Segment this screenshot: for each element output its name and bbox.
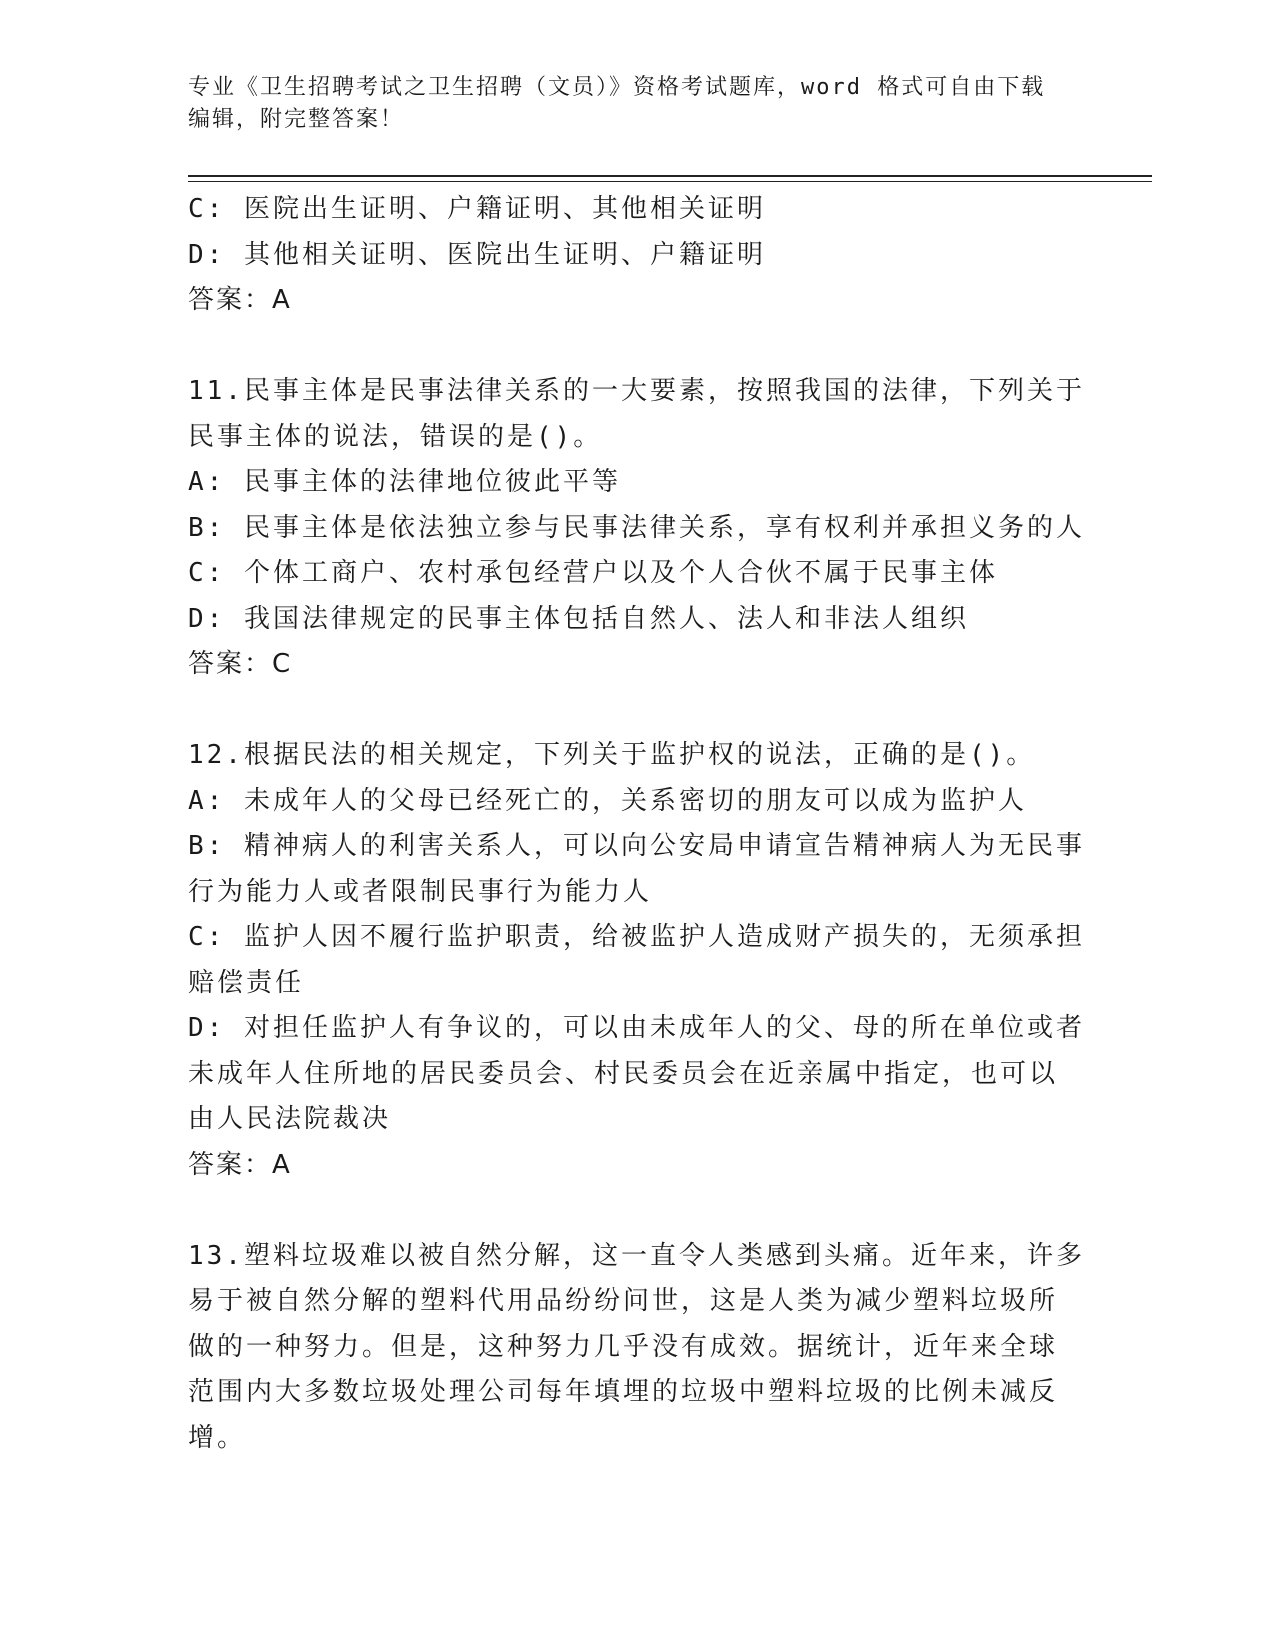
answer-line: 答案：C	[188, 649, 293, 679]
answer-line: 答案：A	[188, 285, 292, 315]
question-13	[188, 1234, 1088, 1462]
option-c: C: 医院出生证明、户籍证明、其他相关证明	[188, 194, 766, 224]
question-stem: 12.根据民法的相关规定，下列关于监护权的说法，正确的是()。	[188, 740, 1036, 770]
option-d-continued: 未成年人住所地的居民委员会、村民委员会在近亲属中指定，也可以	[188, 1058, 1059, 1089]
answer-line: 答案：A	[188, 1149, 292, 1180]
question-12	[188, 733, 1088, 1188]
option-b: B: 民事主体是依法独立参与民事法律关系，享有权利并承担义务的人	[188, 512, 1085, 543]
option-b: B: 精神病人的利害关系人，可以向公安局申请宣告精神病人为无民事	[188, 831, 1085, 861]
option-d-continued: 由人民法院裁决	[188, 1104, 392, 1134]
question-stem: 11.民事主体是民事法律关系的一大要素，按照我国的法律，下列关于	[188, 376, 1085, 406]
spacer	[188, 688, 1088, 734]
header-divider-thick	[188, 175, 1152, 177]
question-stem: 易于被自然分解的塑料代用品纷纷问世，这是人类为减少塑料垃圾所	[188, 1286, 1059, 1316]
question-10-tail	[188, 187, 1088, 324]
spacer	[188, 1188, 1088, 1234]
question-11	[188, 369, 1088, 688]
spacer	[188, 324, 1088, 370]
option-b-continued: 行为能力人或者限制民事行为能力人	[188, 876, 653, 907]
question-stem: 范围内大多数垃圾处理公司每年填埋的垃圾中塑料垃圾的比例未减反	[188, 1377, 1059, 1407]
option-c-continued: 赔偿责任	[188, 967, 305, 998]
header-line-1: 专业《卫生招聘考试之卫生招聘（文员）》资格考试题库，word 格式可自由下载	[188, 75, 1046, 100]
header-line-2: 编辑，附完整答案！	[188, 107, 405, 132]
question-stem: 增。	[188, 1422, 247, 1453]
header-divider-thin	[188, 181, 1152, 182]
option-d: D: 其他相关证明、医院出生证明、户籍证明	[188, 239, 766, 270]
option-a: A: 未成年人的父母已经死亡的，关系密切的朋友可以成为监护人	[188, 785, 1027, 816]
option-d: D: 对担任监护人有争议的，可以由未成年人的父、母的所在单位或者	[188, 1013, 1085, 1043]
question-body	[188, 187, 1088, 1461]
option-a: A: 民事主体的法律地位彼此平等	[188, 467, 621, 497]
question-stem: 13.塑料垃圾难以被自然分解，这一直令人类感到头痛。近年来，许多	[188, 1240, 1085, 1271]
option-c: C: 个体工商户、农村承包经营户以及个人合伙不属于民事主体	[188, 558, 998, 588]
option-c: C: 监护人因不履行监护职责，给被监护人造成财产损失的，无须承担	[188, 922, 1085, 952]
option-d: D: 我国法律规定的民事主体包括自然人、法人和非法人组织	[188, 603, 969, 634]
question-stem: 做的一种努力。但是，这种努力几乎没有成效。据统计，近年来全球	[188, 1331, 1059, 1362]
document-header	[188, 72, 1078, 136]
question-stem: 民事主体的说法，错误的是()。	[188, 421, 603, 452]
